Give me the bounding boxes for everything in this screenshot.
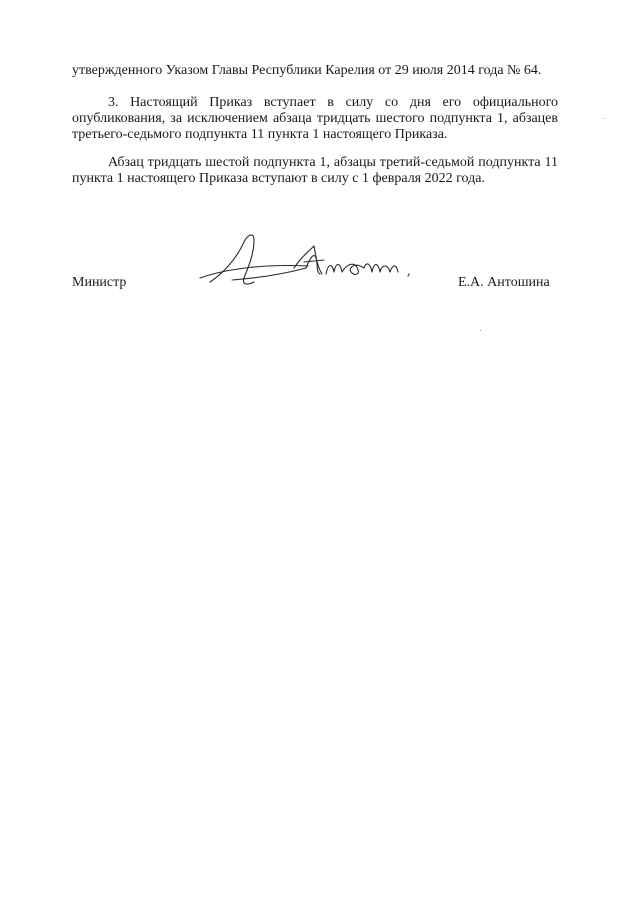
- scan-speck: [480, 330, 481, 331]
- paragraph-deferred-entry: [72, 155, 558, 187]
- signatory-name: Е.А. Антошина: [458, 275, 550, 290]
- paragraph-text: Абзац тридцать шестой подпункта 1, абзацы третий-седьмой подпункта 11 пункта 1 настоящего Приказа вступают в силу с 1 февраля 2022 года.: [72, 155, 558, 186]
- paragraph-text: 3. Настоящий Приказ вступает в силу со дня его официального опубликования, за исключением абзаца тридцать шестого подпункта 1, абзацев третьего-седьмого подпункта 11 пункта 1 настоящего Приказа.: [72, 95, 558, 142]
- signatory-position: Министр: [72, 275, 127, 290]
- scan-speck: [604, 118, 605, 119]
- paragraph-entry-into-force: [72, 95, 558, 143]
- paragraph-decree-reference: [72, 63, 558, 79]
- handwritten-signature: [198, 228, 428, 296]
- paragraph-text: утвержденного Указом Главы Республики Карелия от 29 июля 2014 года № 64.: [72, 63, 542, 78]
